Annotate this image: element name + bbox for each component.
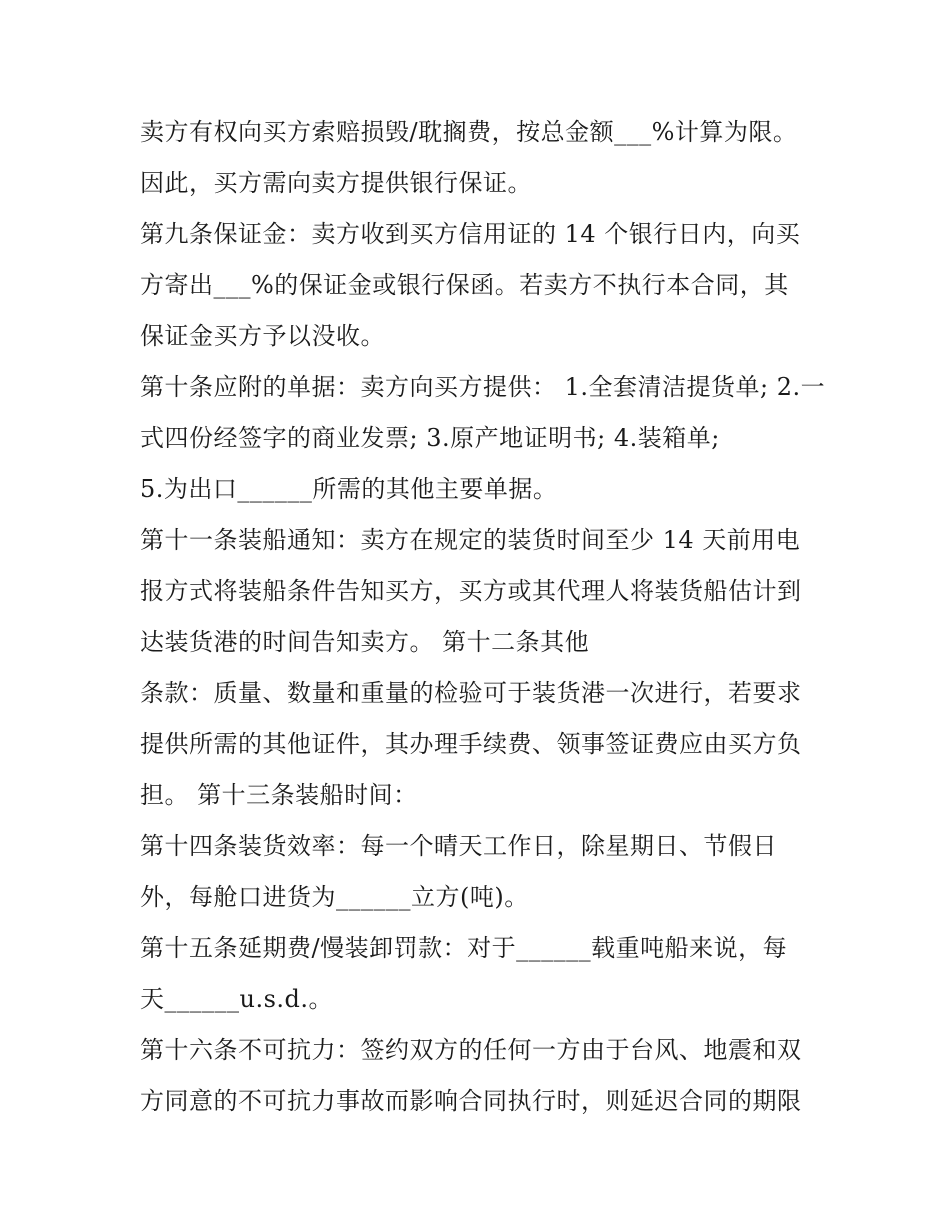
text-line: 条款：质量、数量和重量的检验可于装货港一次进行，若要求 bbox=[140, 679, 802, 707]
text-line: 报方式将装船条件告知买方，买方或其代理人将装货船估计到 bbox=[140, 577, 802, 605]
text-line: 第十五条延期费/慢装卸罚款：对于______载重吨船来说，每 bbox=[140, 934, 788, 962]
text-line: 提供所需的其他证件，其办理手续费、领事签证费应由买方负 bbox=[140, 730, 802, 758]
text-line: 第十六条不可抗力：签约双方的任何一方由于台风、地震和双 bbox=[140, 1036, 802, 1064]
text-line: 保证金买方予以没收。 bbox=[140, 322, 385, 350]
text-line: 第九条保证金：卖方收到买方信用证的 14 个银行日内，向买 bbox=[140, 220, 801, 248]
text-line: 担。 第十三条装船时间： bbox=[140, 781, 418, 809]
text-line: 式四份经签字的商业发票; 3.原产地证明书; 4.装箱单; bbox=[140, 424, 720, 452]
text-line: 达装货港的时间告知卖方。 第十二条其他 bbox=[140, 628, 590, 656]
text-line: 卖方有权向买方索赔损毁/耽搁费，按总金额___%计算为限。 bbox=[140, 118, 798, 146]
text-line: 天______u.s.d.。 bbox=[140, 985, 334, 1013]
text-line: 第十一条装船通知：卖方在规定的装货时间至少 14 天前用电 bbox=[140, 526, 801, 554]
text-line: 方寄出___%的保证金或银行保函。若卖方不执行本合同，其 bbox=[140, 271, 789, 299]
text-line: 第十四条装货效率：每一个晴天工作日，除星期日、节假日 bbox=[140, 832, 777, 860]
text-line: 5.为出口______所需的其他主要单据。 bbox=[140, 475, 558, 503]
document-body bbox=[140, 107, 830, 1127]
text-line: 因此，买方需向卖方提供银行保证。 bbox=[140, 169, 532, 197]
text-line: 外，每舱口进货为______立方(吨)。 bbox=[140, 883, 529, 911]
text-line: 第十条应附的单据：卖方向买方提供： 1.全套清洁提货单; 2.一 bbox=[140, 373, 826, 401]
text-line: 方同意的不可抗力事故而影响合同执行时，则延迟合同的期限 bbox=[140, 1087, 802, 1115]
